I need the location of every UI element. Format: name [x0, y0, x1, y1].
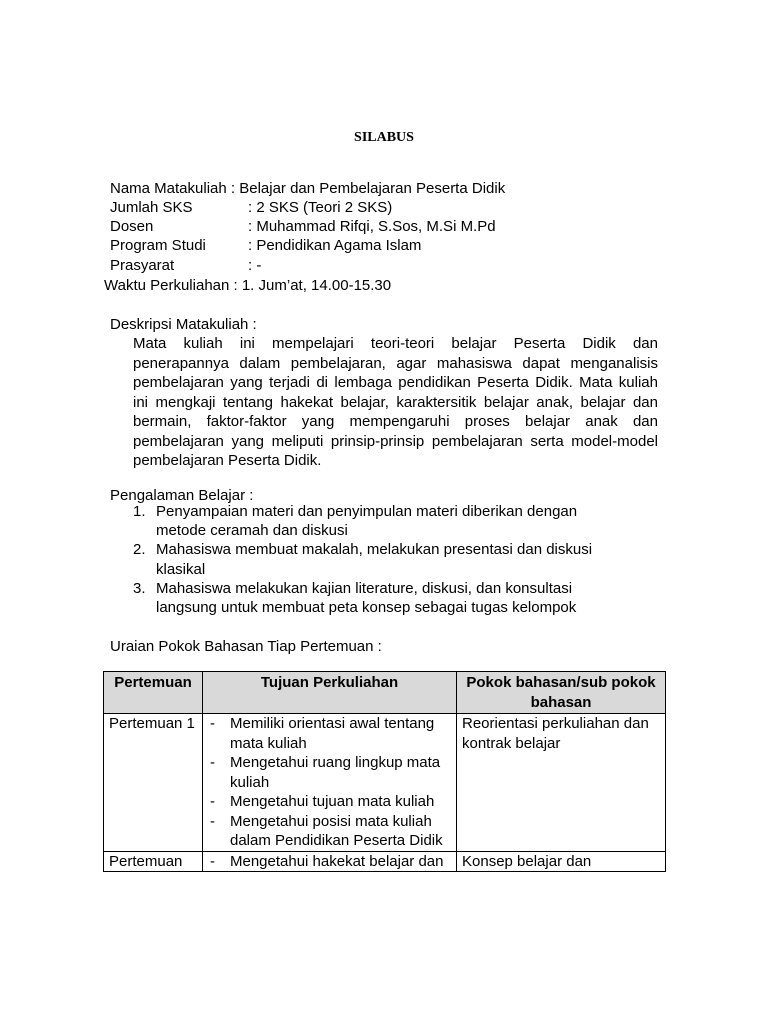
deskripsi-line: Mata kuliah ini mempelajari teori-teori belajar Peserta Didik dan [133, 335, 658, 352]
header-pertemuan: Pertemuan [104, 672, 203, 714]
table-row [104, 714, 666, 852]
list-item-line: langsung untuk membuat peta konsep sebagai tugas kelompok [156, 599, 577, 616]
pokok-cell: Reorientasi perkuliahan dan kontrak belajar [457, 714, 666, 852]
pertemuan-cell: Pertemuan [104, 851, 203, 872]
header-pokok-bahasan: Pokok bahasan/sub pokok bahasan [457, 672, 666, 714]
tujuan-cell [203, 851, 457, 872]
deskripsi-line: pembelajaran Peserta Didik. [133, 452, 322, 469]
deskripsi-line: pembelajaran yang terjadi di lembaga pendidikan Peserta Didik. Mata kuliah [133, 374, 658, 391]
table-header-row [104, 672, 666, 714]
tujuan-text: Mengetahui ruang lingkup mata kuliah [230, 754, 441, 791]
dash-bullet: - [210, 793, 215, 810]
deskripsi-line: pembelajaran yang meliputi prinsip-prinsip pembelajaran serta model-model [133, 432, 658, 450]
list-item-line: Mahasiswa melakukan kajian literature, diskusi, dan konsultasi [156, 580, 573, 597]
dash-bullet: - [210, 715, 215, 732]
jumlah-sks-value: : 2 SKS (Teori 2 SKS) [248, 199, 393, 216]
program-studi-label: Program Studi [110, 237, 206, 254]
dash-bullet: - [210, 852, 215, 870]
header-tujuan-perkuliahan: Tujuan Perkuliahan [203, 672, 457, 714]
tujuan-item [208, 714, 451, 753]
tujuan-item [208, 792, 451, 812]
list-number: 1. [133, 503, 146, 520]
pertemuan-cell: Pertemuan 1 [104, 714, 203, 852]
list-number: 3. [133, 580, 146, 597]
uraian-heading: Uraian Pokok Bahasan Tiap Pertemuan : [110, 638, 382, 655]
prasyarat-value: : - [248, 257, 262, 274]
pokok-bahasan-table [103, 671, 666, 872]
dosen-value: : Muhammad Rifqi, S.Sos, M.Si M.Pd [248, 218, 496, 235]
list-number: 2. [133, 541, 146, 558]
tujuan-text: Mengetahui posisi mata kuliah dalam Pendidikan Peserta Didik [230, 812, 443, 849]
dosen-label: Dosen [110, 218, 154, 235]
list-item-line: klasikal [156, 561, 206, 578]
tujuan-text: Mengetahui hakekat belajar dan [230, 852, 444, 870]
deskripsi-line: bermain, faktor-faktor yang mempengaruhi proses belajar anak dan [133, 413, 658, 430]
tujuan-item [208, 753, 451, 792]
jumlah-sks-label: Jumlah SKS [110, 199, 193, 216]
list-item-line: Mahasiswa membuat makalah, melakukan presentasi dan diskusi [156, 541, 593, 558]
dash-bullet: - [210, 754, 215, 771]
list-item-line: Penyampaian materi dan penyimpulan materi diberikan dengan [156, 503, 578, 520]
deskripsi-line: ini mengkaji tentang hakekat belajar, karaktersitik belajar anak, belajar dan [133, 393, 658, 411]
deskripsi-line: penerapannya dalam pembelajaran, agar mahasiswa dapat menganalisis [133, 354, 658, 372]
list-item-line: metode ceramah dan diskusi [156, 522, 348, 539]
table-row [104, 851, 666, 872]
tujuan-text: Memiliki orientasi awal tentang mata kuliah [230, 715, 435, 752]
tujuan-item [208, 852, 451, 872]
document-title: SILABUS [354, 130, 414, 145]
program-studi-value: : Pendidikan Agama Islam [248, 237, 422, 254]
tujuan-item [208, 812, 451, 851]
deskripsi-heading: Deskripsi Matakuliah : [110, 316, 257, 333]
dash-bullet: - [210, 812, 215, 830]
pokok-cell: Konsep belajar dan [457, 851, 666, 872]
tujuan-text: Mengetahui tujuan mata kuliah [230, 793, 435, 810]
pengalaman-heading: Pengalaman Belajar : [110, 487, 254, 504]
tujuan-cell [203, 714, 457, 852]
deskripsi-paragraph [133, 334, 658, 471]
prasyarat-label: Prasyarat [110, 257, 175, 274]
nama-matakuliah: Nama Matakuliah : Belajar dan Pembelajaran Peserta Didik [110, 180, 506, 197]
waktu-perkuliahan: Waktu Perkuliahan : 1. Jum’at, 14.00-15.30 [104, 277, 392, 294]
